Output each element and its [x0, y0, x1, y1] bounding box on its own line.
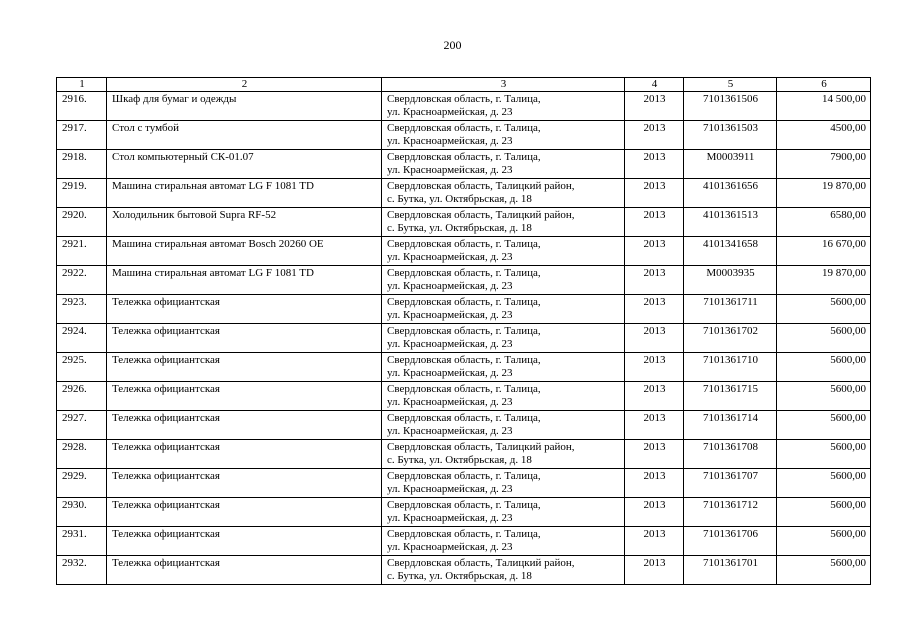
item-year: 2013 — [625, 150, 684, 179]
address-line-1: Свердловская область, г. Талица, — [387, 354, 541, 366]
item-year: 2013 — [625, 469, 684, 498]
address-line-2: ул. Красноармейская, д. 23 — [387, 251, 513, 263]
item-name: Холодильник бытовой Supra RF-52 — [107, 208, 382, 237]
address-line-1: Свердловская область, Талицкий район, — [387, 441, 575, 453]
row-number: 2921. — [57, 237, 107, 266]
item-name: Тележка официантская — [107, 498, 382, 527]
table-row — [57, 527, 871, 556]
table-row — [57, 556, 871, 585]
item-cost: 19 870,00 — [777, 266, 871, 295]
row-number: 2930. — [57, 498, 107, 527]
item-year: 2013 — [625, 208, 684, 237]
item-name: Тележка официантская — [107, 469, 382, 498]
address-line-1: Свердловская область, г. Талица, — [387, 93, 541, 105]
inventory-number: 7101361702 — [684, 324, 777, 353]
header-col-3: 3 — [382, 78, 625, 92]
item-year: 2013 — [625, 92, 684, 121]
item-name: Тележка официантская — [107, 556, 382, 585]
address-line-1: Свердловская область, г. Талица, — [387, 238, 541, 250]
address-line-1: Свердловская область, г. Талица, — [387, 499, 541, 511]
inventory-number: М0003935 — [684, 266, 777, 295]
inventory-number: 7101361701 — [684, 556, 777, 585]
table-row — [57, 266, 871, 295]
address-line-1: Свердловская область, г. Талица, — [387, 122, 541, 134]
row-number: 2931. — [57, 527, 107, 556]
address-line-1: Свердловская область, Талицкий район, — [387, 209, 575, 221]
page-number: 200 — [443, 38, 462, 52]
table-row — [57, 208, 871, 237]
address-line-2: ул. Красноармейская, д. 23 — [387, 135, 513, 147]
address-line-1: Свердловская область, г. Талица, — [387, 325, 541, 337]
item-year: 2013 — [625, 353, 684, 382]
item-address — [382, 440, 625, 469]
inventory-number: 7101361711 — [684, 295, 777, 324]
item-address — [382, 121, 625, 150]
table-row — [57, 237, 871, 266]
item-cost: 14 500,00 — [777, 92, 871, 121]
table-row — [57, 121, 871, 150]
item-year: 2013 — [625, 266, 684, 295]
item-cost: 5600,00 — [777, 469, 871, 498]
item-year: 2013 — [625, 440, 684, 469]
item-cost: 16 670,00 — [777, 237, 871, 266]
table-row — [57, 440, 871, 469]
item-cost: 5600,00 — [777, 527, 871, 556]
table-row — [57, 92, 871, 121]
item-address — [382, 150, 625, 179]
item-name: Тележка официантская — [107, 295, 382, 324]
address-line-1: Свердловская область, г. Талица, — [387, 412, 541, 424]
header-col-6: 6 — [777, 78, 871, 92]
item-address — [382, 556, 625, 585]
item-year: 2013 — [625, 527, 684, 556]
item-year: 2013 — [625, 179, 684, 208]
header-col-4: 4 — [625, 78, 684, 92]
item-address — [382, 498, 625, 527]
inventory-number: 7101361503 — [684, 121, 777, 150]
address-line-1: Свердловская область, г. Талица, — [387, 151, 541, 163]
address-line-2: ул. Красноармейская, д. 23 — [387, 367, 513, 379]
inventory-number: 4101341658 — [684, 237, 777, 266]
inventory-number: 7101361506 — [684, 92, 777, 121]
item-address — [382, 382, 625, 411]
row-number: 2927. — [57, 411, 107, 440]
item-cost: 5600,00 — [777, 440, 871, 469]
item-address — [382, 411, 625, 440]
header-col-1: 1 — [57, 78, 107, 92]
row-number: 2923. — [57, 295, 107, 324]
item-name: Тележка официантская — [107, 527, 382, 556]
item-name: Стол с тумбой — [107, 121, 382, 150]
address-line-2: ул. Красноармейская, д. 23 — [387, 164, 513, 176]
address-line-2: ул. Красноармейская, д. 23 — [387, 106, 513, 118]
table-row — [57, 150, 871, 179]
address-line-1: Свердловская область, Талицкий район, — [387, 557, 575, 569]
address-line-1: Свердловская область, г. Талица, — [387, 383, 541, 395]
row-number: 2924. — [57, 324, 107, 353]
item-name: Стол компьютерный СК-01.07 — [107, 150, 382, 179]
table-body — [57, 92, 871, 585]
property-registry-table — [56, 77, 871, 585]
item-address — [382, 179, 625, 208]
table-row — [57, 382, 871, 411]
item-name: Тележка официантская — [107, 440, 382, 469]
row-number: 2932. — [57, 556, 107, 585]
item-name: Тележка официантская — [107, 411, 382, 440]
inventory-number: 7101361715 — [684, 382, 777, 411]
address-line-1: Свердловская область, Талицкий район, — [387, 180, 575, 192]
item-name: Тележка официантская — [107, 382, 382, 411]
row-number: 2925. — [57, 353, 107, 382]
row-number: 2922. — [57, 266, 107, 295]
table-row — [57, 295, 871, 324]
address-line-2: ул. Красноармейская, д. 23 — [387, 280, 513, 292]
item-name: Машина стиральная автомат Bosch 20260 OE — [107, 237, 382, 266]
address-line-2: ул. Красноармейская, д. 23 — [387, 309, 513, 321]
row-number: 2916. — [57, 92, 107, 121]
item-address — [382, 237, 625, 266]
item-year: 2013 — [625, 237, 684, 266]
item-cost: 5600,00 — [777, 295, 871, 324]
item-address — [382, 353, 625, 382]
item-cost: 5600,00 — [777, 411, 871, 440]
inventory-number: 7101361708 — [684, 440, 777, 469]
row-number: 2928. — [57, 440, 107, 469]
address-line-2: ул. Красноармейская, д. 23 — [387, 425, 513, 437]
item-name: Машина стиральная автомат LG F 1081 TD — [107, 266, 382, 295]
item-year: 2013 — [625, 411, 684, 440]
item-address — [382, 527, 625, 556]
address-line-2: ул. Красноармейская, д. 23 — [387, 396, 513, 408]
item-cost: 5600,00 — [777, 324, 871, 353]
row-number: 2926. — [57, 382, 107, 411]
item-year: 2013 — [625, 382, 684, 411]
inventory-number: 4101361656 — [684, 179, 777, 208]
table-row — [57, 324, 871, 353]
item-cost: 4500,00 — [777, 121, 871, 150]
address-line-1: Свердловская область, г. Талица, — [387, 267, 541, 279]
table-row — [57, 411, 871, 440]
item-name: Тележка официантская — [107, 353, 382, 382]
item-cost: 7900,00 — [777, 150, 871, 179]
item-cost: 5600,00 — [777, 498, 871, 527]
table-row — [57, 469, 871, 498]
table-header — [57, 78, 871, 92]
item-name: Тележка официантская — [107, 324, 382, 353]
address-line-2: с. Бутка, ул. Октябрьская, д. 18 — [387, 570, 532, 582]
inventory-number: 4101361513 — [684, 208, 777, 237]
inventory-number: 7101361706 — [684, 527, 777, 556]
item-year: 2013 — [625, 121, 684, 150]
inventory-number: 7101361707 — [684, 469, 777, 498]
header-row — [57, 78, 871, 92]
table-row — [57, 179, 871, 208]
table-row — [57, 353, 871, 382]
table-row — [57, 498, 871, 527]
item-address — [382, 92, 625, 121]
item-address — [382, 295, 625, 324]
inventory-number: М0003911 — [684, 150, 777, 179]
item-year: 2013 — [625, 498, 684, 527]
address-line-2: с. Бутка, ул. Октябрьская, д. 18 — [387, 454, 532, 466]
address-line-2: ул. Красноармейская, д. 23 — [387, 338, 513, 350]
item-year: 2013 — [625, 556, 684, 585]
address-line-2: ул. Красноармейская, д. 23 — [387, 512, 513, 524]
item-address — [382, 266, 625, 295]
address-line-2: ул. Красноармейская, д. 23 — [387, 483, 513, 495]
address-line-1: Свердловская область, г. Талица, — [387, 296, 541, 308]
row-number: 2917. — [57, 121, 107, 150]
row-number: 2918. — [57, 150, 107, 179]
address-line-1: Свердловская область, г. Талица, — [387, 470, 541, 482]
inventory-number: 7101361712 — [684, 498, 777, 527]
item-address — [382, 208, 625, 237]
row-number: 2929. — [57, 469, 107, 498]
item-name: Шкаф для бумаг и одежды — [107, 92, 382, 121]
inventory-number: 7101361714 — [684, 411, 777, 440]
item-address — [382, 469, 625, 498]
header-col-2: 2 — [107, 78, 382, 92]
item-cost: 19 870,00 — [777, 179, 871, 208]
item-year: 2013 — [625, 295, 684, 324]
address-line-2: ул. Красноармейская, д. 23 — [387, 541, 513, 553]
item-name: Машина стиральная автомат LG F 1081 TD — [107, 179, 382, 208]
row-number: 2919. — [57, 179, 107, 208]
inventory-number: 7101361710 — [684, 353, 777, 382]
item-cost: 5600,00 — [777, 382, 871, 411]
item-year: 2013 — [625, 324, 684, 353]
row-number: 2920. — [57, 208, 107, 237]
item-cost: 5600,00 — [777, 353, 871, 382]
address-line-1: Свердловская область, г. Талица, — [387, 528, 541, 540]
item-cost: 6580,00 — [777, 208, 871, 237]
address-line-2: с. Бутка, ул. Октябрьская, д. 18 — [387, 193, 532, 205]
item-cost: 5600,00 — [777, 556, 871, 585]
header-col-5: 5 — [684, 78, 777, 92]
address-line-2: с. Бутка, ул. Октябрьская, д. 18 — [387, 222, 532, 234]
item-address — [382, 324, 625, 353]
